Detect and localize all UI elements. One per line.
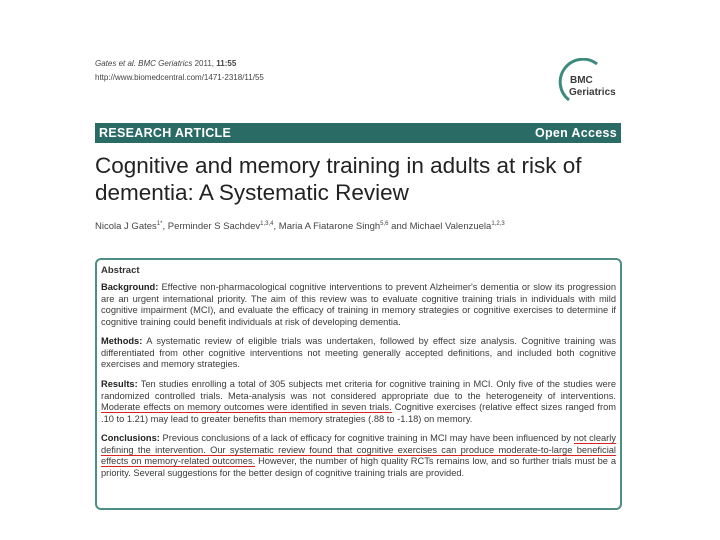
methods-text: A systematic review of eligible trials was undertaken, followed by effect size analysis. Cognitive training was differentiated from other cognitive interventions not meeting generally accepted definitions, and included both cognitive exercises and memory strategies. (101, 336, 616, 370)
results-text: Ten studies enrolling a total of 305 subjects met criteria for cognitive training in MCI. Only five of the studies were randomized controlled trials. Meta-analysis was not considered appropriate due to the heterogeneity of interventions. (101, 379, 616, 401)
citation-url[interactable]: http://www.biomedcentral.com/1471-2318/11/55 (95, 73, 264, 82)
abstract-background (101, 282, 616, 328)
results-text-end: Cognitive exercises (relative effect sizes ranged from .10 to 1.21) may lead to greater benefits than memory strategies (.88 to -1.18) on memory. (101, 402, 617, 424)
author-name: Nicola J Gates (95, 221, 157, 233)
conclusions-highlight: not clearly defining the intervention. Our systematic review found that cognitive exercises can produce moderate-to-large beneficial effects on memory-related outcomes. (101, 433, 616, 467)
citation-volume: 11:55 (216, 59, 237, 68)
article-type-label: RESEARCH ARTICLE (99, 126, 232, 140)
conclusions-label: Conclusions: (101, 433, 160, 443)
author-affiliation: 1* (156, 221, 163, 227)
citation-line (95, 57, 264, 71)
citation-journal: et al. BMC Geriatrics (118, 59, 193, 68)
background-text: Effective non-pharmacological cognitive interventions to prevent Alzheimer's dementia or slow its progression are an urgent international priority. The aim of this review was to evaluate cognitive training trials in individuals with mild cognitive impairment (MCI), and evaluate the efficacy of training in memory strategies or cognitive exercises to determine if cognitive training could benefit individuals at risk of developing dementia. (101, 282, 616, 327)
author-list (95, 221, 505, 232)
bmc-geriatrics-logo (557, 58, 627, 108)
author-name: and Michael Valenzuela (388, 221, 492, 233)
author-name: , Perminder S Sachdev (162, 221, 261, 233)
article-title: Cognitive and memory training in adults at risk of dementia: A Systematic Review (95, 153, 582, 205)
author-name: , Maria A Fiatarone Singh (273, 221, 381, 233)
author-affiliation: 5,6 (380, 221, 389, 227)
results-label: Results: (101, 379, 138, 389)
citation-year: 2011, (192, 59, 217, 68)
methods-label: Methods: (101, 336, 143, 346)
logo-line2: Geriatrics (569, 87, 616, 98)
results-highlight: Moderate effects on memory outcomes were identified in seven trials. (101, 402, 392, 413)
logo-line1: BMC (570, 75, 593, 86)
open-access-label: Open Access (534, 126, 617, 140)
abstract-conclusions (101, 433, 616, 479)
citation-header (95, 57, 264, 85)
citation-authors: Gates (95, 59, 119, 68)
conclusions-text-end: However, the number of high quality RCTs remains low, and so further trials must be a priority. Several suggestions for the better design of cognitive training trials are provided. (101, 456, 617, 478)
author-affiliation: 1,3,4 (260, 221, 274, 227)
abstract-heading: Abstract (101, 265, 140, 276)
article-type-banner (95, 123, 621, 143)
abstract-results (101, 379, 616, 425)
author-affiliation: 1,2,3 (491, 221, 505, 227)
background-label: Background: (101, 282, 159, 292)
conclusions-text: Previous conclusions of a lack of efficacy for cognitive training in MCI may have been influenced by (159, 433, 574, 443)
abstract-methods (101, 336, 616, 371)
